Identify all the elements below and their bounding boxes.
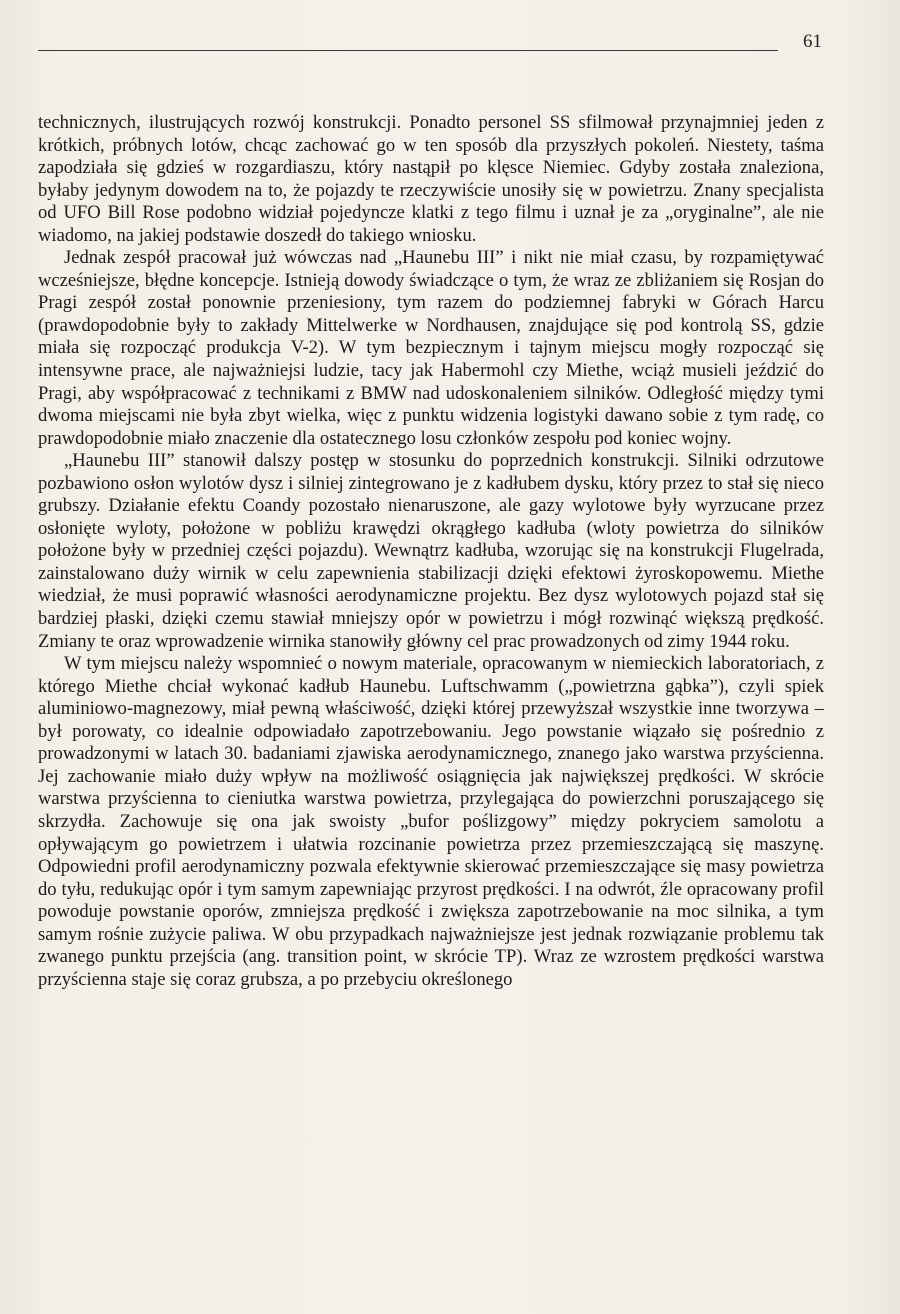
paragraph-4: W tym miejscu należy wspomnieć o nowym materiale, opracowanym w niemieckich laboratoriach, z którego Miethe chciał wykonać kadłub Haunebu. Luftschwamm („powietrzna gąbka”), czyli spiek aluminiowo-magnezowy, miał pewną właściwość, dzięki której przewyższał wszystkie inne tworzywa – był porowaty, co idealnie odpowiadało zapotrzebowaniu. Jego powstanie wiązało się pośrednio z prowadzonymi w latach 30. badaniami zjawiska aerodynamicznego, znanego jako warstwa przyścienna. Jej zachowanie miało duży wpływ na możliwość osiągnięcia jak największej prędkości. W skrócie warstwa przyścienna to cieniutka warstwa powietrza, przylegająca do powierzchni poruszającego się skrzydła. Zachowuje się ona jak swoisty „bufor poślizgowy” między pokryciem samolotu a opływającym go powietrzem i ułatwia rozcinanie powietrza przez przemieszczającą się maszynę. Odpowiedni profil aerodynamiczny pozwala efektywnie skierować przemieszczające się masy powietrza do tyłu, redukując opór i tym samym zapewniając przyrost prędkości. I na odwrót, źle opracowany profil powoduje powstanie oporów, zmniejsza prędkość i zwiększa zapotrzebowanie na moc silnika, a tym samym rośnie zużycie paliwa. W obu przypadkach najważniejsze jest jednak rozwiązanie problemu tak zwanego punktu przejścia (ang. transition point, w skrócie TP). Wraz ze wzrostem prędkości warstwa przyścienna staje się coraz grubsza, a po przebyciu określonego [38,653,824,990]
paragraph-3: „Haunebu III” stanowił dalszy postęp w stosunku do poprzednich konstrukcji. Silniki odrzutowe pozbawiono osłon wylotów dysz i silniej zintegrowano je z kadłubem dysku, który przez to stał się nieco grubszy. Działanie efektu Coandy pozostało nienaruszone, ale gazy wylotowe były wyrzucane przez osłonięte wyloty, położone w pobliżu krawędzi okrągłego kadłuba (wloty powietrza do silników położone były w przedniej części pojazdu). Wewnątrz kadłuba, wzorując się na konstrukcji Flugelrada, zainstalowano duży wirnik w celu zapewnienia stabilizacji dzięki efektowi żyroskopowemu. Miethe wiedział, że musi poprawić własności aerodynamiczne projektu. Bez dysz wylotowych pojazd stał się bardziej płaski, dzięki czemu stawiał mniejszy opór w powietrzu i mógł rozwinąć większą prędkość. Zmiany te oraz wprowadzenie wirnika stanowiły główny cel prac prowadzonych od zimy 1944 roku. [38,450,824,652]
header-rule [38,50,778,51]
page-number: 61 [803,31,822,52]
body-text [38,112,824,991]
paragraph-2: Jednak zespół pracował już wówczas nad „Haunebu III” i nikt nie miał czasu, by rozpamiętywać wcześniejsze, błędne koncepcje. Istnieją dowody świadczące o tym, że wraz ze zbliżaniem się Rosjan do Pragi zespół został ponownie przeniesiony, tym razem do podziemnej fabryki w Górach Harcu (prawdopodobnie były to zakłady Mittelwerke w Nordhausen, znajdujące się pod kontrolą SS, gdzie miała się rozpocząć produkcja V-2). W tym bezpiecznym i tajnym miejscu mogły rozpocząć się intensywne prace, ale najważniejsi ludzie, tacy jak Habermohl czy Miethe, wciąż musieli jeździć do Pragi, aby współpracować z technikami z BMW nad udoskonaleniem silników. Odległość między tymi dwoma miejscami nie była zbyt wielka, więc z punktu widzenia logistyki dawano sobie z tym radę, co prawdopodobnie miało znaczenie dla ostatecznego losu członków zespołu pod koniec wojny. [38,247,824,449]
paragraph-1: technicznych, ilustrujących rozwój konstrukcji. Ponadto personel SS sfilmował przynajmniej jeden z krótkich, próbnych lotów, chcąc zachować go w ten sposób dla przyszłych pokoleń. Niestety, taśma zapodziała się gdzieś w rozgardiaszu, który nastąpił po klęsce Niemiec. Gdyby została znaleziona, byłaby jedynym dowodem na to, że pojazdy te rzeczywiście unosiły się w powietrzu. Znany specjalista od UFO Bill Rose podobno widział pojedyncze klatki z tego filmu i uznał je za „oryginalne”, ale nie wiadomo, na jakiej podstawie doszedł do takiego wniosku. [38,112,824,246]
